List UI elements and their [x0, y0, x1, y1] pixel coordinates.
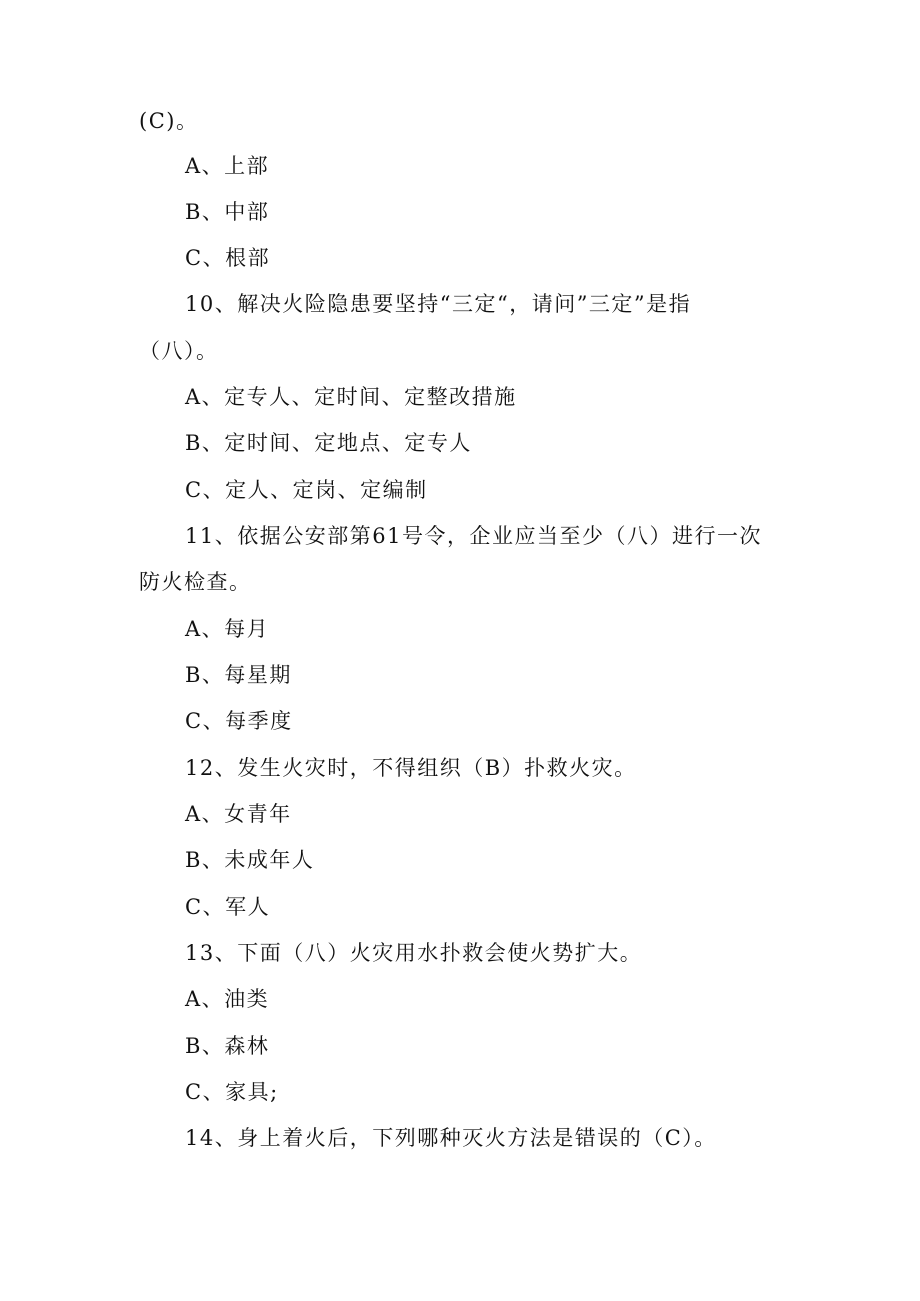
- q13-question: 13、下面（八）火灾用水扑救会使火势扩大。: [185, 941, 643, 965]
- q13-option-c: C、家具;: [185, 1080, 279, 1104]
- q11-question: 11、依据公安部第61号令，企业应当至少（八）进行一次: [185, 524, 762, 548]
- q12-question: 12、发生火灾时，不得组织（B）扑救火灾。: [185, 756, 637, 780]
- q11-question-cont: 防火检查。: [139, 570, 252, 594]
- q12-option-b: B、未成年人: [185, 848, 315, 872]
- q11-option-a: A、每月: [185, 617, 270, 641]
- q13-option-a: A、油类: [185, 987, 270, 1011]
- q9-answer-tail: (C)。: [139, 109, 199, 133]
- q10-question: 10、解决火险隐患要坚持“三定“，请问”三定”是指: [185, 292, 692, 316]
- q9-option-c: C、根部: [185, 246, 271, 270]
- q10-option-a: A、定专人、定时间、定整改措施: [185, 385, 517, 409]
- q11-option-c: C、每季度: [185, 709, 293, 733]
- q9-option-a: A、上部: [185, 154, 270, 178]
- q12-option-a: A、女青年: [185, 802, 292, 826]
- q12-option-c: C、军人: [185, 895, 271, 919]
- q10-option-c: C、定人、定岗、定编制: [185, 478, 428, 502]
- q14-question: 14、身上着火后，下列哪种灭火方法是错误的（C）。: [185, 1126, 717, 1150]
- q10-option-b: B、定时间、定地点、定专人: [185, 431, 472, 455]
- q9-option-b: B、中部: [185, 200, 270, 224]
- q11-option-b: B、每星期: [185, 663, 292, 687]
- q10-question-cont: （八）。: [139, 339, 219, 363]
- q13-option-b: B、森林: [185, 1034, 270, 1058]
